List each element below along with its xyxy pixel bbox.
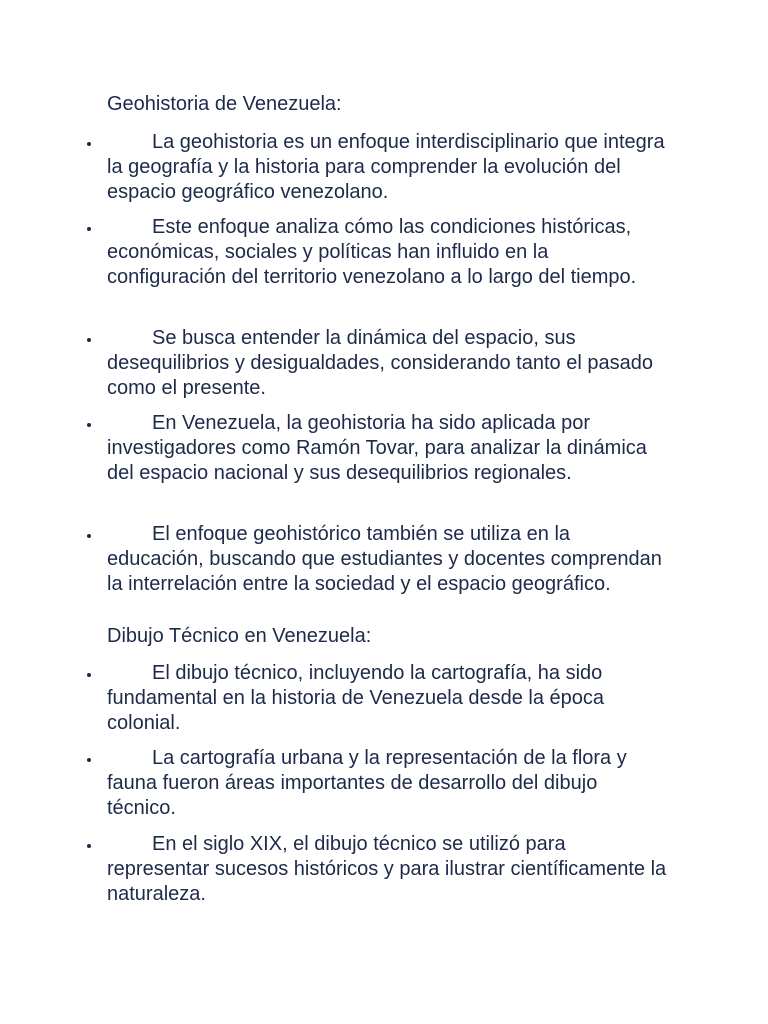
bullet-icon: [87, 338, 91, 342]
list-item-text: En el siglo XIX, el dibujo técnico se utilizó para representar sucesos históricos y para ilustrar científicamente la naturaleza.: [107, 833, 667, 905]
list-item: [107, 411, 667, 486]
list-item: [107, 746, 667, 821]
list-item: [107, 661, 667, 736]
bullet-icon: [87, 758, 91, 762]
section-title-dibujo-tecnico: Dibujo Técnico en Venezuela:: [107, 625, 372, 647]
bullet-icon: [87, 142, 91, 146]
list-item: [107, 326, 667, 401]
list-item: [107, 522, 667, 597]
bullet-icon: [87, 534, 91, 538]
list-item-text: El dibujo técnico, incluyendo la cartografía, ha sido fundamental en la historia de Venezuela desde la época colonial.: [107, 662, 605, 734]
list-item: [107, 130, 667, 205]
list-item-text: El enfoque geohistórico también se utiliza en la educación, buscando que estudiantes y docentes comprendan la interrelación entre la sociedad y el espacio geográfico.: [107, 523, 662, 595]
list-item: [107, 215, 667, 290]
list-item-text: Este enfoque analiza cómo las condiciones históricas, económicas, sociales y políticas han influido en la configuración del territorio venezolano a lo largo del tiempo.: [107, 216, 637, 288]
bullet-icon: [87, 227, 91, 231]
list-item-text: La geohistoria es un enfoque interdisciplinario que integra la geografía y la historia para comprender la evolución del espacio geográfico venezolano.: [107, 131, 665, 203]
list-item: [107, 832, 667, 907]
list-item-text: En Venezuela, la geohistoria ha sido aplicada por investigadores como Ramón Tovar, para analizar la dinámica del espacio nacional y sus desequilibrios regionales.: [107, 412, 647, 484]
bullet-icon: [87, 423, 91, 427]
list-item-text: Se busca entender la dinámica del espacio, sus desequilibrios y desigualdades, considerando tanto el pasado como el presente.: [107, 327, 653, 399]
list-item-text: La cartografía urbana y la representación de la flora y fauna fueron áreas importantes de desarrollo del dibujo técnico.: [107, 747, 627, 819]
bullet-icon: [87, 673, 91, 677]
bullet-icon: [87, 844, 91, 848]
section-title-geohistoria: Geohistoria de Venezuela:: [107, 93, 342, 115]
